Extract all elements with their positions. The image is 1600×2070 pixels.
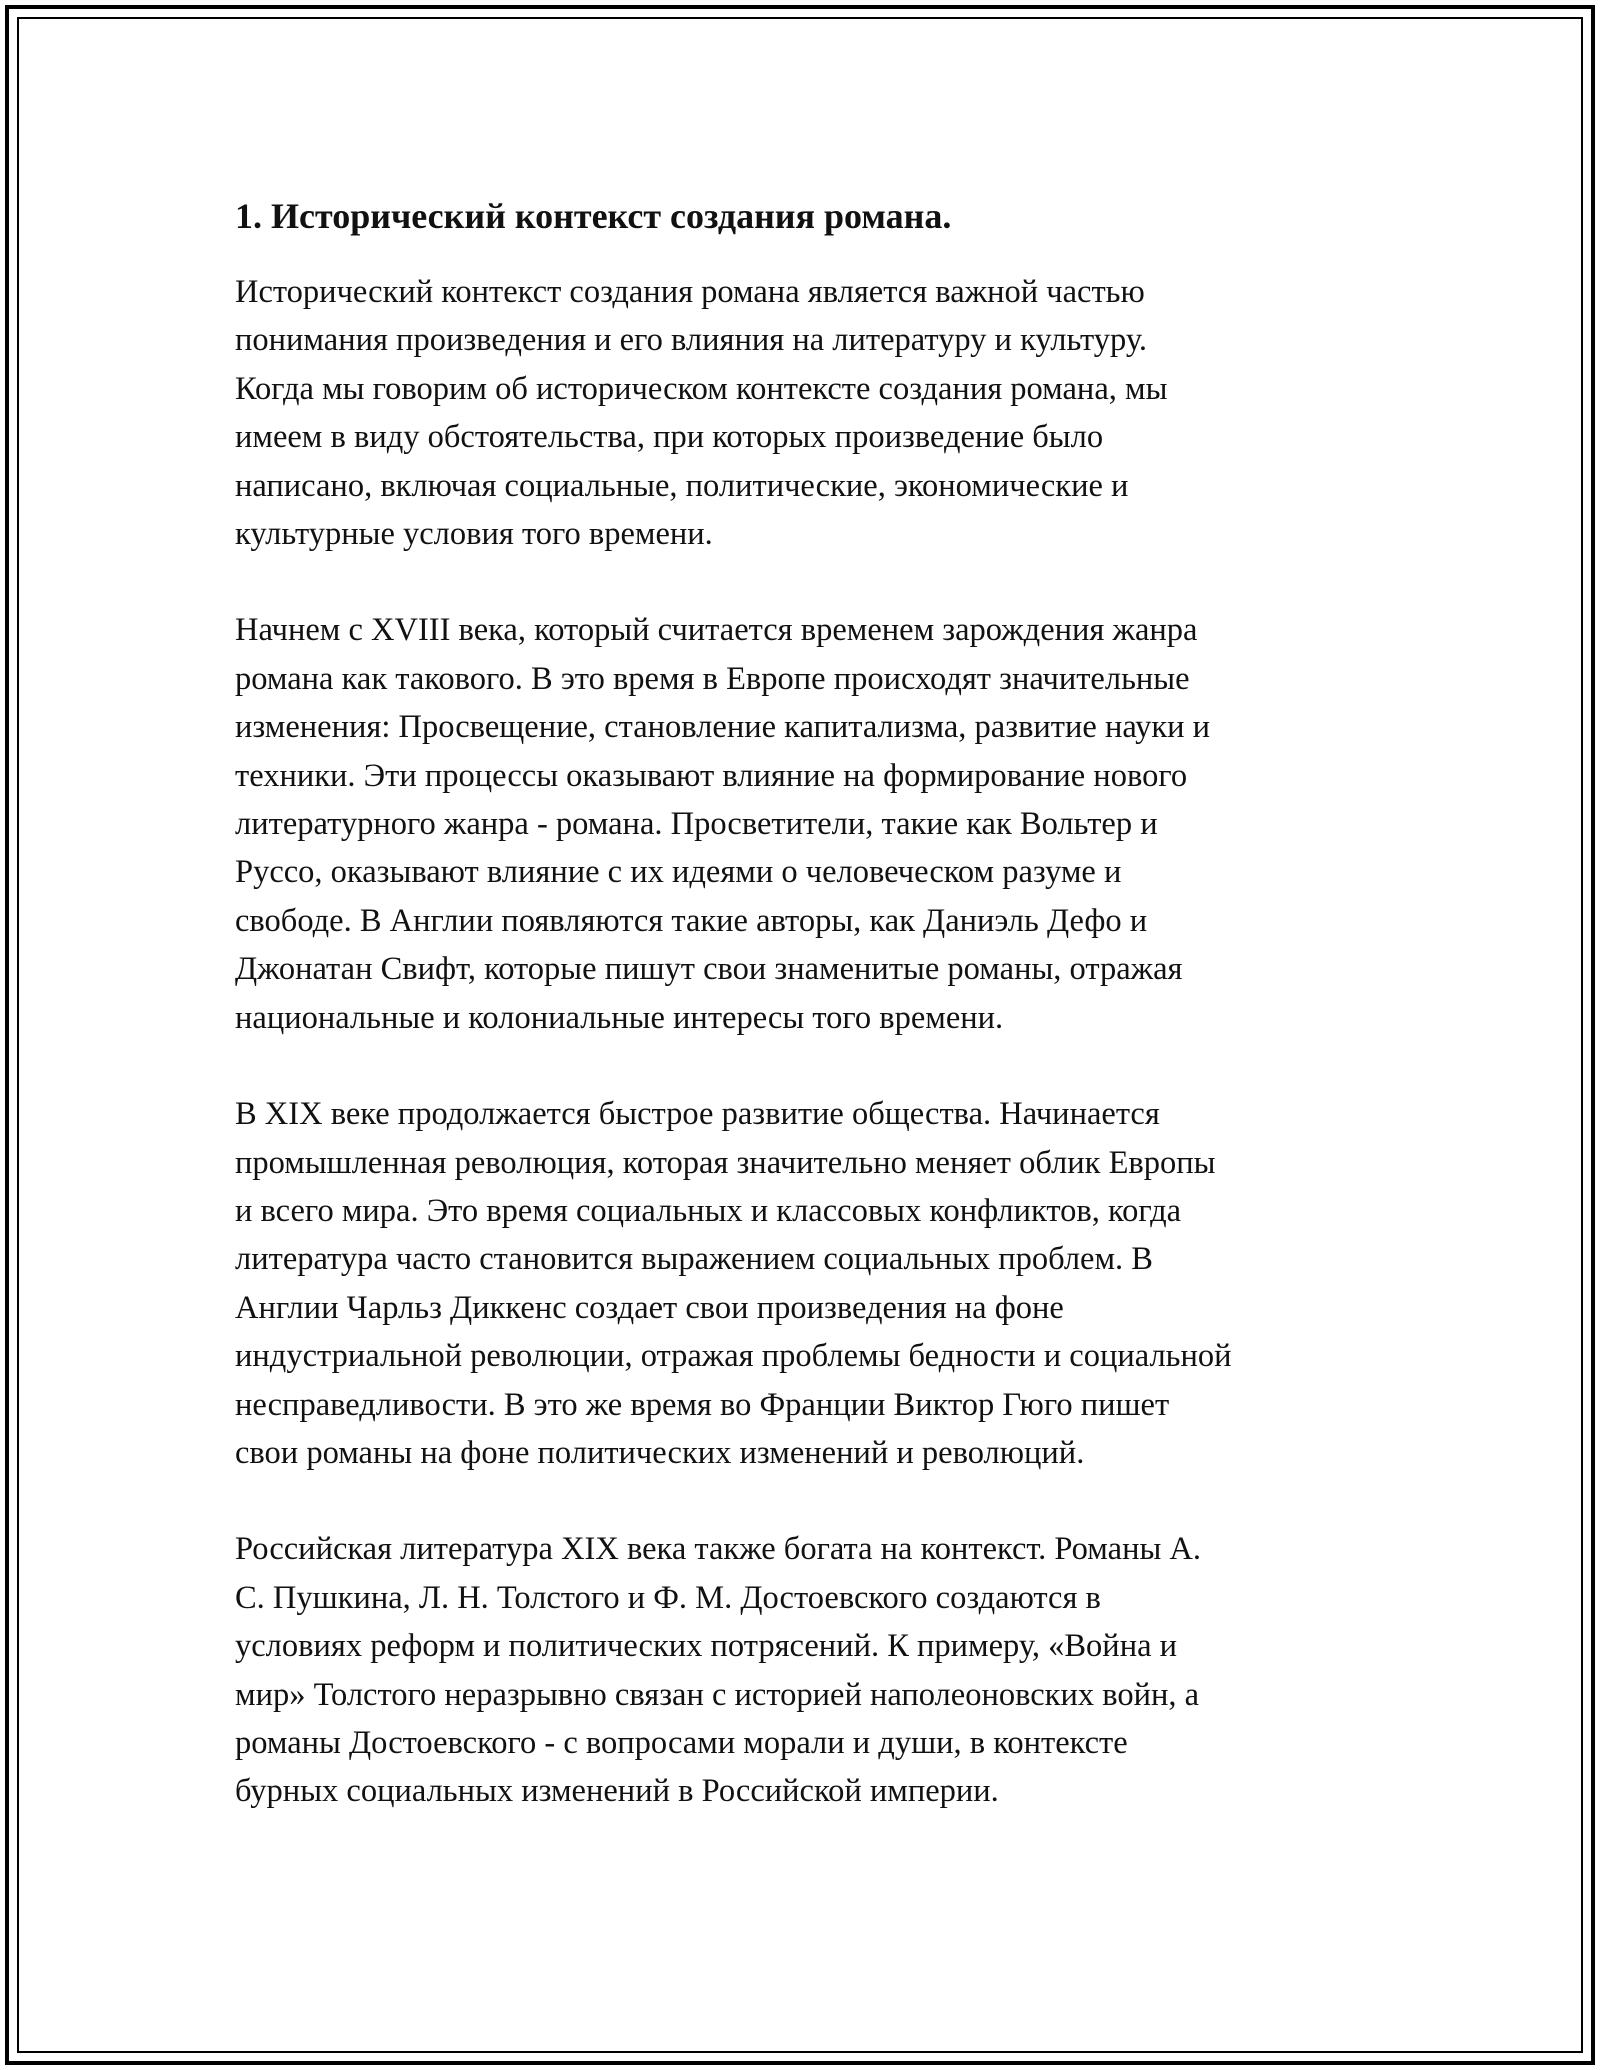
paragraph-russian-literature: Российская литература XIX века также богата на контекст. Романы А. С. Пушкина, Л. Н. Толстого и Ф. М. Достоевского создаются в условиях реформ и политических потрясений. К примеру, «Война и мир» Толстого неразрывно связан с историей наполеоновских войн, а романы Достоевского - с вопросами морали и души, в контексте бурных социальных изменений в Российской империи. <box>235 1531 1202 1810</box>
section-heading: 1. Исторический контекст создания романа. <box>235 196 952 236</box>
document-body <box>235 190 1385 1864</box>
paragraph-intro: Исторический контекст создания романа является важной частью понимания произведения и его влияния на литературу и культуру. Когда мы говорим об историческом контексте создания романа, мы имеем в виду обстоятельства, при которых произведение было написано, включая социальные, политические, экономические и культурные условия того времени. <box>235 274 1168 553</box>
paragraph-18th-century: Начнем с XVIII века, который считается временем зарождения жанра романа как такового. В это время в Европе происходят значительные изменения: Просвещение, становление капитализма, развитие науки и техники. Эти процессы оказывают влияние на формирование нового литературного жанра - романа. Просветители, такие как Вольтер и Руссо, оказывают влияние с их идеями о человеческом разуме и свободе. В Англии появляются такие авторы, как Даниэль Дефо и Джонатан Свифт, которые пишут свои знаменитые романы, отражая национальные и колониальные интересы того времени. <box>235 612 1211 1036</box>
paragraph-19th-century: В XIX веке продолжается быстрое развитие общества. Начинается промышленная революция, которая значительно меняет облик Европы и всего мира. Это время социальных и классовых конфликтов, когда литература часто становится выражением социальных проблем. В Англии Чарльз Диккенс создает свои произведения на фоне индустриальной революции, отражая проблемы бедности и социальной несправедливости. В это же время во Франции Виктор Гюго пишет свои романы на фоне политических изменений и революций. <box>235 1096 1232 1471</box>
